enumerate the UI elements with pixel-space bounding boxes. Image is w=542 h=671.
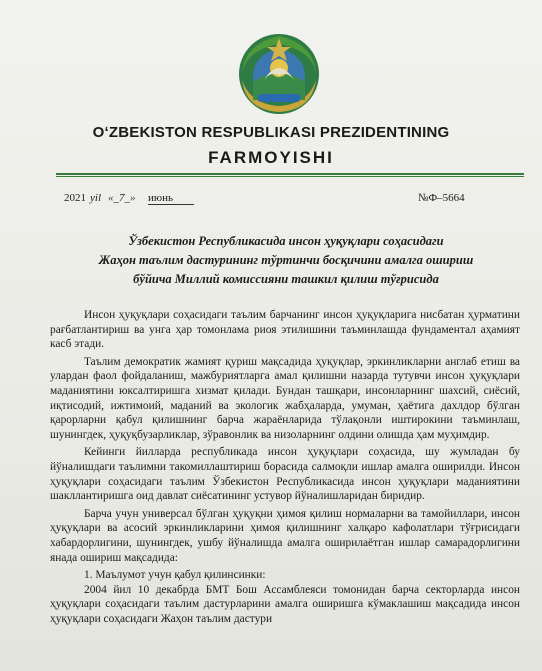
paragraph-1: Инсон ҳуқуқлари соҳасидаги таълим барчанинг инсон ҳуқуқларига нисбатан ҳурматини рағбатлантириш ва унга ҳар томонлама риоя этилишини таъминлашда фундаментал аҳамият касб этади. [50,309,520,351]
document-type-heading: FARMOYISHI [208,148,334,167]
paragraph-2: Таълим демократик жамият қуриш мақсадида ҳуқуқлар, эркинликларни англаб етиш ва улардан фаол фойдаланиш, мажбуриятларга амал қилишни назарда тутувчи инсон ҳуқуқлари маданиятини юксалтиришга хизмат қилади. Бундан ташқари, инсонларнинг шахсий, сиёсий, иқтисодий, ижтимоий, маданий ва экологик жабҳаларда, умуман, ҳаётига дахлдор бўлган қарорларни қабул қилишнинг барча жараёнларида тўлақонли иштирокини таъминлаш, шунингдек, ҳуқуқбузарликлар, зўравонлик ва низоларнинг олдини олишда ҳам муҳимдир. [50,355,520,441]
paragraph-4: Барча учун универсал бўлган ҳуқуқни ҳимоя қилиш нормаларни ва тамойиллари, инсон ҳуқуқлари ва асосий эркинликларини ҳимоя қилишнинг халқаро кафолатлари тўғрисидаги хабардорлигини, шунингдек, ушбу йўналишда амалга оширилаётган ишлар самарадорлигини янада ошириш мақсадида: [50,507,520,564]
header-divider-thin [56,176,524,177]
year-suffix: yil [90,192,101,204]
decree-number: №Ф–5664 [418,192,465,204]
decree-month: июнь [148,192,194,205]
decree-day: «_7_» [108,192,136,204]
paragraph-3: Кейинги йилларда республикада инсон ҳуқуқлари соҳасида, шу жумладан бу йўналишдаги таълимни такомиллаштириш борасида салмоқли ишлар амалга оширилди. Инсон ҳуқуқлари соҳасидаги таълим Ўзбекистон Республикасида инсон ҳуқуқлари маданиятини шакллантиришга оид давлат сиёсатининг устувор йўналишларидан биридир. [50,446,520,503]
decree-year: 2021 [64,192,86,204]
decree-title-line-1: Ўзбекистон Республикасида инсон ҳуқуқлари соҳасидаги [128,234,444,248]
decree-body [50,308,520,626]
decree-title-line-3: бўйича Миллий комиссияни ташкил қилиш тўғрисида [133,272,439,286]
date-number-line [64,192,484,210]
decree-title-line-2: Жаҳон таълим дастурининг тўртинчи босқичини амалга ошириш [98,253,474,267]
state-emblem-icon [236,30,322,116]
header-divider [56,173,524,175]
issuer-heading: OʻZBEKISTON RESPUBLIKASI PREZIDENTINING [92,124,450,141]
paragraph-5: 1. Маълумот учун қабул қилинсинки: [84,569,266,582]
paragraph-6: 2004 йил 10 декабрда БМТ Бош Ассамблеяси томонидан барча секторларда инсон ҳуқуқлари соҳасидаги таълим дастурларини амалга оширишга кўмаклашиш мақсадида инсон ҳуқуқлари соҳасидаги Жаҳон таълим дастури [50,583,520,625]
